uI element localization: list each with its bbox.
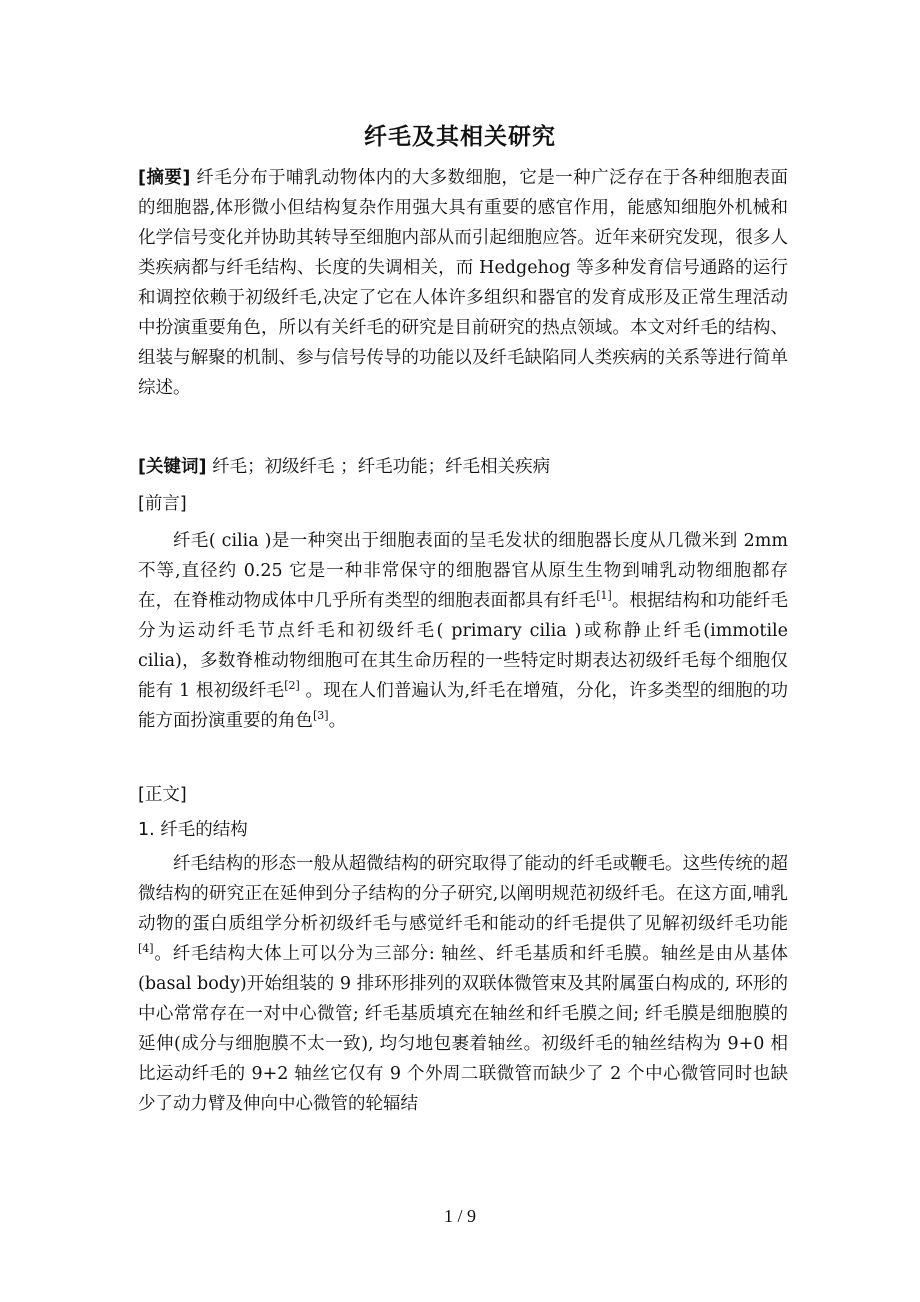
section-1-paragraph — [138, 849, 788, 1119]
preface-paragraph — [138, 526, 788, 736]
document-title: 纤毛及其相关研究 — [364, 124, 556, 150]
preface-heading: [前言] — [138, 494, 187, 514]
preface-text-1: 纤毛( cilia )是一种突出于细胞表面的呈毛发状的细胞器长度从几微米到 2mm 不等,直径约 0.25 它是一种非常保守的细胞器官从原生生物到哺乳动物细胞都存在，在脊椎动物成体中几乎所有类型的细胞表面都具有纤毛 — [138, 531, 788, 611]
keywords-paragraph — [138, 452, 788, 482]
citation-3: [3] — [313, 709, 329, 723]
citation-2: [2] — [284, 679, 300, 693]
section-1-heading: 1. 纤毛的结构 — [138, 820, 248, 840]
abstract-label: [摘要] — [138, 168, 191, 188]
keywords-label: [关键词] — [138, 457, 207, 477]
citation-1: [1] — [596, 589, 612, 603]
section-1-text-2: 。纤毛结构大体上可以分为三部分: 轴丝、纤毛基质和纤毛膜。轴丝是由从基体(basal body)开始组装的 9 排环形排列的双联体微管束及其附属蛋白构成的, 环形的中心常常存在一对中心微管; 纤毛基质填充在轴丝和纤毛膜之间; 纤毛膜是细胞膜的延伸(成分与细胞膜不太一致), 均匀地包裹着轴丝。初级纤毛的轴丝结构为 9+0 相比运动纤毛的 9+2 轴丝它仅有 9 个外周二联微管而缺少了 2 个中心微管同时也缺少了动力臂及伸向中心微管的轮辐结 — [138, 944, 788, 1114]
preface-text-2: 。根据结构和功能纤毛分为运动纤毛节点纤毛和初级纤毛( primary cilia )或称静止纤毛(immotile cilia)，多数脊椎动物细胞可在其生命历程的一些特定时期表达初级纤毛每个细胞仅能有 1 根初级纤毛 — [138, 591, 789, 701]
body-heading: [正文] — [138, 785, 187, 805]
keywords-text: 纤毛；初级纤毛 ；纤毛功能；纤毛相关疾病 — [206, 457, 551, 477]
section-1-text-1: 纤毛结构的形态一般从超微结构的研究取得了能动的纤毛或鞭毛。这些传统的超微结构的研究正在延伸到分子结构的分子研究,以阐明规范初级纤毛。在这方面,哺乳动物的蛋白质组学分析初级纤毛与感觉纤毛和能动的纤毛提供了见解初级纤毛功能 — [138, 854, 788, 934]
abstract-text: 纤毛分布于哺乳动物体内的大多数细胞，它是一种广泛存在于各种细胞表面的细胞器,体形微小但结构复杂作用强大具有重要的感官作用，能感知细胞外机械和化学信号变化并协助其转导至细胞内部从而引起细胞应答。近年来研究发现，很多人类疾病都与纤毛结构、长度的失调相关，而 Hedgehog 等多种发育信号通路的运行和调控依赖于初级纤毛,决定了它在人体许多组织和器官的发育成形及正常生理活动中扮演重要角色，所以有关纤毛的研究是目前研究的热点领域。本文对纤毛的结构、组装与解聚的机制、参与信号传导的功能以及纤毛缺陷同人类疾病的关系等进行简单综述。 — [138, 168, 788, 398]
citation-4: [4] — [138, 942, 154, 956]
preface-text-3: 。现在人们普遍认为,纤毛在增殖，分化，许多类型的细胞的功能方面扮演重要的角色 — [138, 681, 789, 731]
abstract-paragraph — [138, 163, 788, 403]
preface-text-4: 。 — [328, 711, 347, 731]
page-number: 1 / 9 — [443, 1206, 476, 1226]
